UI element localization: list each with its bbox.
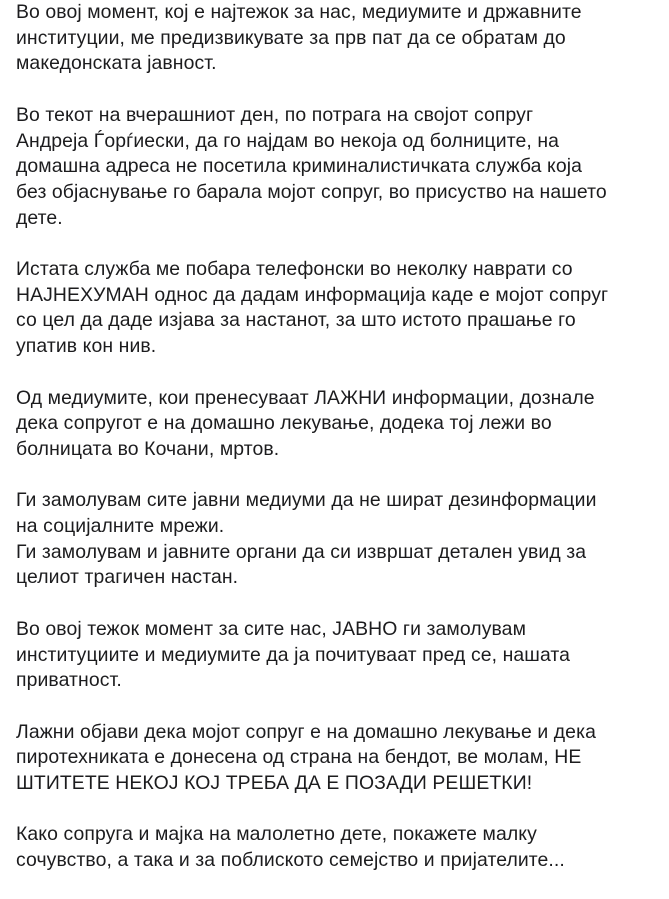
post-paragraph-1: [16, 0, 666, 77]
text-line: упатив кон нив.: [16, 335, 157, 358]
text-line: целиот трагичен настан.: [16, 566, 239, 589]
text-line: дете.: [16, 206, 63, 229]
text-line: Андреја Ѓорѓиески, да го најдам во некоја од болниците, на: [16, 129, 560, 152]
text-line: Во текот на вчерашниот ден, по потрага на својот сопруг: [16, 103, 534, 126]
post-paragraph-6: [16, 617, 666, 694]
post-paragraph-8: [16, 822, 666, 873]
text-line: Ги замолувам и јавните органи да си извршат детален увид за: [16, 540, 587, 563]
text-line: ШТИТЕТЕ НЕКОЈ КОЈ ТРЕБА ДА Е ПОЗАДИ РЕШЕТКИ!: [16, 772, 533, 794]
text-line: болницата во Кочани, мртов.: [16, 437, 280, 460]
text-line: институциите и медиумите да ја почитуваат пред се, нашата: [16, 643, 571, 666]
text-line: Истата служба ме побара телефонски во неколку наврати со: [16, 258, 573, 280]
text-line: Во овој тежок момент за сите нас, ЈАВНО ги замолувам: [16, 617, 526, 640]
text-line: институции, ме предизвикувате за прв пат да се обратам до: [16, 26, 566, 49]
text-line: Како сопруга и мајка на малолетно дете, покажете малку: [16, 823, 537, 846]
text-line: домашна адреса не посетила криминалистичката служба која: [16, 155, 583, 178]
post-body: [16, 0, 666, 899]
text-line: приватност.: [16, 669, 122, 692]
text-line: Лажни објави дека мојот сопруг е на домашно лекување и дека: [16, 720, 596, 743]
text-line: без објаснување го барала мојот сопруг, во присуство на нашето: [16, 180, 607, 203]
text-line: сочувство, а така и за поблиското семејство и пријателите...: [16, 849, 565, 872]
text-line: НАЈНЕХУМАН однос да дадам информација каде е мојот сопруг: [16, 283, 609, 306]
text-line: македонската јавност.: [16, 52, 217, 75]
text-line: Од медиумите, кои пренесуваат ЛАЖНИ информации, дознале: [16, 386, 595, 409]
post-paragraph-5: [16, 488, 666, 591]
text-line: со цел да даде изјава за настанот, за што истото прашање го: [16, 309, 576, 332]
text-line: Во овој момент, кој е најтежок за нас, медиумите и државните: [16, 1, 582, 23]
post-paragraph-3: [16, 257, 666, 360]
post-paragraph-4: [16, 386, 666, 463]
post-paragraph-7: [16, 720, 666, 797]
text-line: дека сопругот е на домашно лекување, додека тој лежи во: [16, 412, 552, 435]
text-line: на социјалните мрежи.: [16, 515, 225, 537]
text-line: Ги замолувам сите јавни медиуми да не шират дезинформации: [16, 489, 597, 512]
text-line: пиротехниката е донесена од страна на бендот, ве молам, НЕ: [16, 746, 582, 769]
post-paragraph-2: [16, 103, 666, 232]
